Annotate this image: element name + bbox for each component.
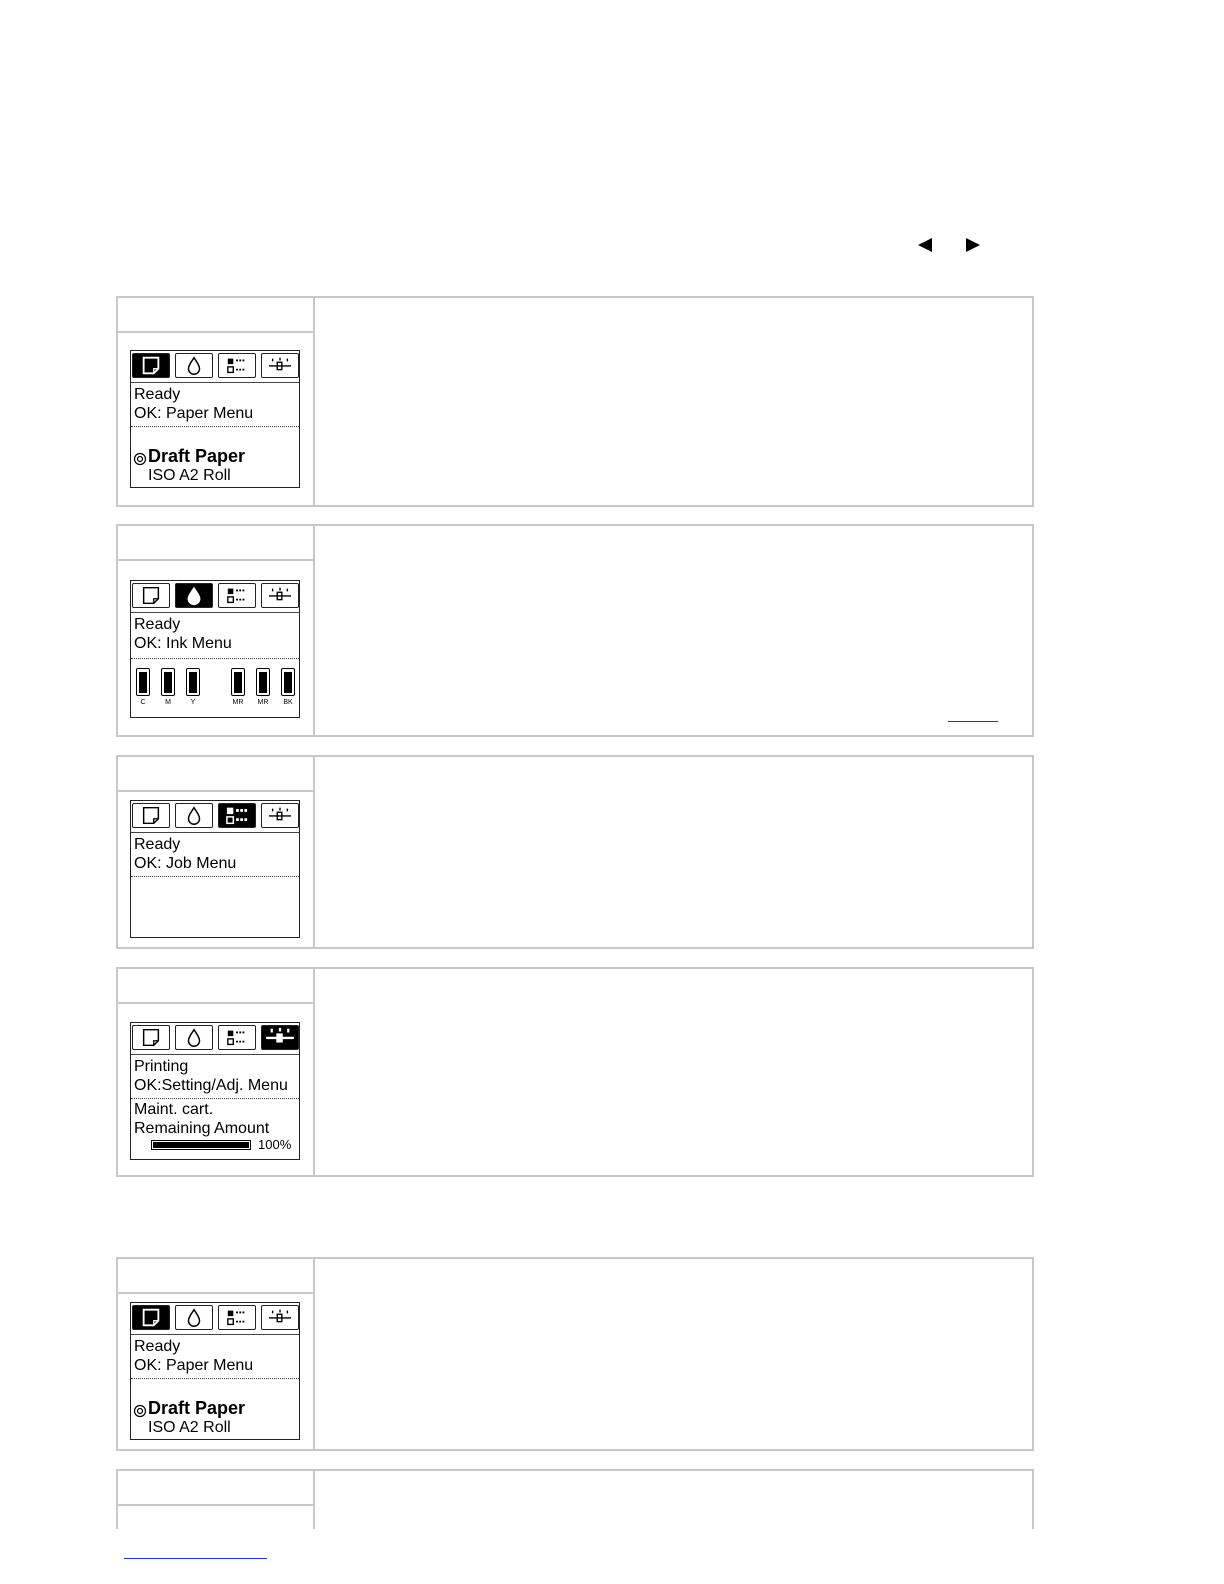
menu-hint: OK: Job Menu <box>134 855 237 872</box>
tab-ink[interactable] <box>175 1025 213 1050</box>
tab-ink[interactable] <box>175 583 213 608</box>
panel-left-column <box>118 1471 315 1529</box>
tab-job[interactable] <box>218 353 256 378</box>
lcd-screen <box>130 800 300 938</box>
tab-paper[interactable] <box>132 353 170 378</box>
ink-tank-bk <box>281 668 295 696</box>
page-nav <box>916 236 986 256</box>
ink-label: MR <box>232 699 244 706</box>
info-line: Remaining Amount <box>134 1120 270 1137</box>
ink-tank-mr2 <box>256 668 270 696</box>
job-list-icon <box>219 804 255 827</box>
lcd-screen <box>130 1302 300 1440</box>
settings-slider-icon <box>262 584 298 607</box>
ink-tank-magenta <box>161 668 175 696</box>
tab-ink[interactable] <box>175 353 213 378</box>
settings-slider-icon <box>262 354 298 377</box>
status-text: Printing <box>134 1058 189 1075</box>
ink-drop-icon <box>176 1306 212 1329</box>
menu-hint: OK: Ink Menu <box>134 635 232 652</box>
tab-ink[interactable] <box>175 1305 213 1330</box>
ink-label: BK <box>283 699 293 706</box>
lcd-screen <box>130 580 300 718</box>
panel-left-column <box>118 969 315 1175</box>
panel-job-tab <box>116 755 1034 949</box>
info-line: Maint. cart. <box>134 1101 214 1118</box>
tab-ink[interactable] <box>175 803 213 828</box>
status-text: Ready <box>134 616 181 633</box>
media-type: Draft Paper <box>148 1398 246 1418</box>
ink-tank-yellow <box>186 668 200 696</box>
panel-left-column <box>118 757 315 947</box>
tab-bar <box>131 801 299 833</box>
panel-partial <box>116 1469 1034 1529</box>
ink-drop-icon <box>176 584 212 607</box>
tab-paper[interactable] <box>132 1025 170 1050</box>
status-text: Ready <box>134 1338 181 1355</box>
divider <box>131 1098 299 1099</box>
paper-icon <box>133 1026 169 1049</box>
panel-settings-tab <box>116 967 1034 1177</box>
ink-drop-icon <box>176 1026 212 1049</box>
tab-settings[interactable] <box>261 1025 299 1050</box>
divider <box>131 1378 299 1379</box>
remaining-percent: 100% <box>258 1137 292 1152</box>
panel-ink-tab <box>116 524 1034 737</box>
media-type: Draft Paper <box>148 446 246 466</box>
tab-job[interactable] <box>218 1025 256 1050</box>
tab-settings[interactable] <box>261 583 299 608</box>
tab-bar <box>131 1303 299 1335</box>
panel-header-cell <box>118 1471 313 1506</box>
panel-header-cell <box>118 526 313 561</box>
tab-bar <box>131 351 299 383</box>
triangle-right-icon[interactable] <box>964 236 982 254</box>
tab-paper[interactable] <box>132 583 170 608</box>
ink-drop-icon <box>176 804 212 827</box>
status-text: Ready <box>134 386 181 403</box>
panel-header-cell <box>118 1259 313 1294</box>
job-list-icon <box>219 1306 255 1329</box>
panel-left-column <box>118 1259 315 1449</box>
divider <box>131 658 299 659</box>
status-text: Ready <box>134 836 181 853</box>
divider <box>131 426 299 427</box>
paper-icon <box>133 354 169 377</box>
target-icon <box>133 1404 147 1418</box>
remaining-amount-bar <box>151 1140 251 1150</box>
link-underline[interactable] <box>948 720 998 722</box>
panel-paper-tab-2 <box>116 1257 1034 1451</box>
paper-icon <box>133 804 169 827</box>
ink-label: M <box>165 699 171 706</box>
media-size: ISO A2 Roll <box>148 1419 231 1436</box>
tab-settings[interactable] <box>261 803 299 828</box>
ink-tank-mr1 <box>231 668 245 696</box>
settings-slider-icon <box>262 804 298 827</box>
tab-job[interactable] <box>218 803 256 828</box>
job-list-icon <box>219 584 255 607</box>
tab-settings[interactable] <box>261 1305 299 1330</box>
paper-icon <box>133 1306 169 1329</box>
tab-settings[interactable] <box>261 353 299 378</box>
ink-label: Y <box>190 699 196 706</box>
panel-header-cell <box>118 969 313 1004</box>
tab-bar <box>131 581 299 613</box>
ink-drop-icon <box>176 354 212 377</box>
footer-link-underline[interactable] <box>124 1557 267 1559</box>
media-size: ISO A2 Roll <box>148 467 231 484</box>
panel-header-cell <box>118 757 313 792</box>
settings-slider-icon <box>262 1306 298 1329</box>
ink-label: MR <box>257 699 269 706</box>
panel-left-column <box>118 298 315 505</box>
job-list-icon <box>219 354 255 377</box>
ink-label: C <box>140 699 146 706</box>
menu-hint: OK: Paper Menu <box>134 1357 254 1374</box>
triangle-left-icon[interactable] <box>916 236 934 254</box>
panel-left-column <box>118 526 315 735</box>
divider <box>131 876 299 877</box>
menu-hint: OK:Setting/Adj. Menu <box>134 1077 288 1094</box>
tab-paper[interactable] <box>132 803 170 828</box>
remaining-amount-fill <box>153 1142 249 1148</box>
lcd-screen <box>130 1022 300 1160</box>
tab-job[interactable] <box>218 583 256 608</box>
target-icon <box>133 452 147 466</box>
settings-slider-icon <box>262 1026 298 1049</box>
job-list-icon <box>219 1026 255 1049</box>
menu-hint: OK: Paper Menu <box>134 405 254 422</box>
lcd-screen <box>130 350 300 488</box>
tab-job[interactable] <box>218 1305 256 1330</box>
panel-header-cell <box>118 298 313 333</box>
tab-bar <box>131 1023 299 1055</box>
panel-paper-tab <box>116 296 1034 507</box>
ink-tank-cyan <box>136 668 150 696</box>
tab-paper[interactable] <box>132 1305 170 1330</box>
paper-icon <box>133 584 169 607</box>
